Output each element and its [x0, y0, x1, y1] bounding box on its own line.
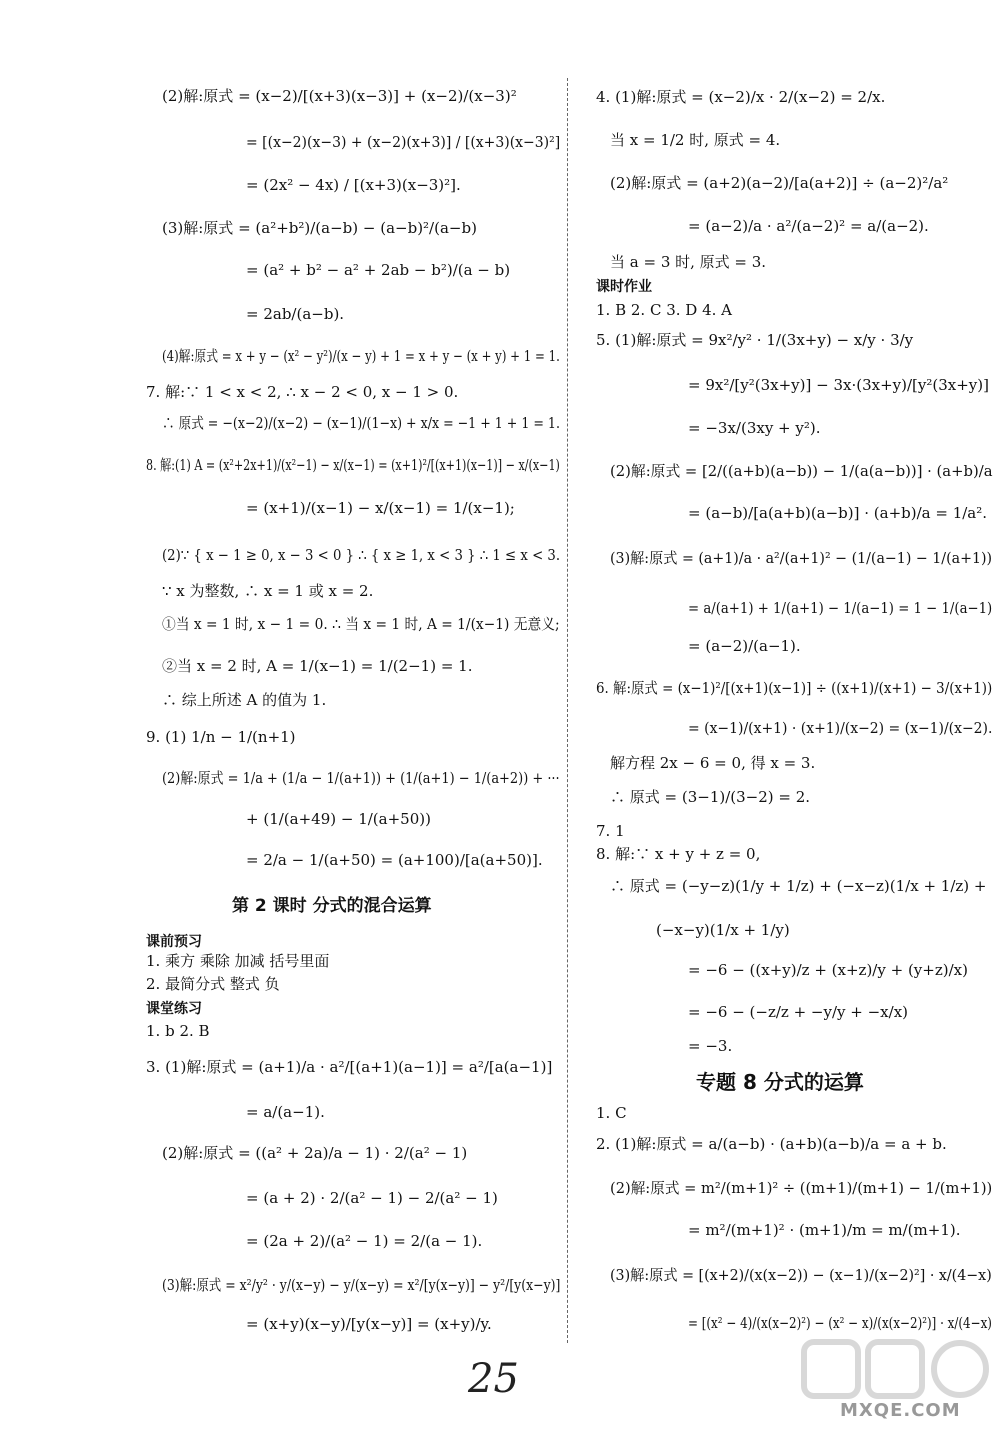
math-line: 7. 1 [596, 822, 625, 840]
math-line: 4. (1)解:原式 = (x−2)/x · 2/(x−2) = 2/x. [596, 88, 886, 106]
math-line: = (a² + b² − a² + 2ab − b²)/(a − b) [246, 261, 511, 279]
math-line: = [(x² − 4)/(x(x−2)²) − (x² − x)/(x(x−2)²)] · x/(4−x) [688, 1314, 992, 1332]
math-line: = 9x²/[y²(3x+y)] − 3x·(3x+y)/[y²(3x+y)] [688, 376, 989, 394]
preview-answer-2: 2. 最简分式 整式 负 [146, 975, 280, 993]
math-line: ∴ 原式 = (−y−z)(1/y + 1/z) + (−x−z)(1/x + 1/z) + [610, 877, 987, 895]
math-line: = (a−2)/(a−1). [688, 637, 801, 655]
math-line: = (a−2)/a · a²/(a−2)² = a/(a−2). [688, 217, 929, 235]
math-line: (3)解:原式 = [(x+2)/(x(x−2)) − (x−1)/(x−2)²] · x/(4−x) [610, 1266, 992, 1284]
math-line: (3)解:原式 = x²/y² · y/(x−y) − y/(x−y) = x²/[y(x−y)] − y²/[y(x−y)] [162, 1276, 561, 1294]
section-homework-label: 课时作业 [596, 279, 652, 295]
topic-heading: 专题 8 分式的运算 [696, 1070, 864, 1094]
page-number: 25 [468, 1356, 519, 1402]
math-line: ②当 x = 2 时, A = 1/(x−1) = 1/(2−1) = 1. [162, 657, 473, 675]
math-line: = a/(a+1) + 1/(a+1) − 1/(a−1) = 1 − 1/(a−1) [688, 599, 993, 617]
math-line: = (2x² − 4x) / [(x+3)(x−3)²]. [246, 176, 461, 194]
math-line: (2)解:原式 = m²/(m+1)² ÷ ((m+1)/(m+1) − 1/(m+1)) [610, 1179, 993, 1197]
lesson-heading: 第 2 课时 分式的混合运算 [232, 896, 432, 916]
math-line: 8. 解:(1) A = (x²+2x+1)/(x²−1) − x/(x−1) = (x+1)²/[(x+1)(x−1)] − x/(x−1) [146, 456, 560, 474]
math-line: 3. (1)解:原式 = (a+1)/a · a²/[(a+1)(a−1)] = a²/[a(a−1)] [146, 1058, 553, 1076]
math-line: = m²/(m+1)² · (m+1)/m = m/(m+1). [688, 1221, 961, 1239]
math-line: (2)解:原式 = [2/((a+b)(a−b)) − 1/(a(a−b))] · (a+b)/a [610, 462, 993, 480]
math-line: = 2/a − 1/(a+50) = (a+100)/[a(a+50)]. [246, 851, 543, 869]
math-line: = (a−b)/[a(a+b)(a−b)] · (a+b)/a = 1/a². [688, 504, 988, 522]
math-line: 1. C [596, 1104, 627, 1122]
math-line: ∴ 原式 = −(x−2)/(x−2) − (x−1)/(1−x) + x/x = −1 + 1 + 1 = 1. [162, 414, 560, 432]
math-line: 当 x = 1/2 时, 原式 = 4. [610, 131, 781, 149]
math-line: = (x+y)(x−y)/[y(x−y)] = (x+y)/y. [246, 1315, 492, 1333]
math-line: (2)解:原式 = 1/a + (1/a − 1/(a+1)) + (1/(a+1) − 1/(a+2)) + ··· [162, 769, 560, 787]
math-line: = −6 − ((x+y)/z + (x+z)/y + (y+z)/x) [688, 961, 968, 979]
section-preview-label: 课前预习 [146, 934, 202, 950]
math-line: = (a + 2) · 2/(a² − 1) − 2/(a² − 1) [246, 1189, 498, 1207]
watermark-text: MXQE.COM [840, 1400, 961, 1421]
math-line: (2)∵ { x − 1 ≥ 0, x − 3 < 0 } ∴ { x ≥ 1, x < 3 } ∴ 1 ≤ x < 3. [162, 546, 561, 564]
math-line: 当 a = 3 时, 原式 = 3. [610, 253, 767, 271]
preview-answer-1: 1. 乘方 乘除 加减 括号里面 [146, 952, 330, 970]
math-line: = −3x/(3xy + y²). [688, 419, 821, 437]
math-line: + (1/(a+49) − 1/(a+50)) [246, 810, 431, 828]
column-divider [567, 78, 568, 1343]
math-line: 5. (1)解:原式 = 9x²/y² · 1/(3x+y) − x/y · 3/y [596, 331, 914, 349]
math-line: = (x+1)/(x−1) − x/(x−1) = 1/(x−1); [246, 499, 515, 517]
math-line: = 2ab/(a−b). [246, 305, 345, 323]
math-line: = a/(a−1). [246, 1103, 325, 1121]
math-line: 1. B 2. C 3. D 4. A [596, 301, 732, 319]
math-line: (3)解:原式 = (a²+b²)/(a−b) − (a−b)²/(a−b) [162, 219, 477, 237]
math-line: (4)解:原式 = x + y − (x² − y²)/(x − y) + 1 = x + y − (x + y) + 1 = 1. [162, 347, 560, 365]
math-line: 9. (1) 1/n − 1/(n+1) [146, 728, 296, 746]
math-line: (2)解:原式 = ((a² + 2a)/a − 1) · 2/(a² − 1) [162, 1144, 468, 1162]
math-line: 解方程 2x − 6 = 0, 得 x = 3. [610, 754, 816, 772]
math-line: (−x−y)(1/x + 1/y) [656, 921, 790, 939]
math-line: = (x−1)/(x+1) · (x+1)/(x−2) = (x−1)/(x−2). [688, 719, 993, 737]
math-line: = −6 − (−z/z + −y/y + −x/x) [688, 1003, 909, 1021]
math-line: = (2a + 2)/(a² − 1) = 2/(a − 1). [246, 1232, 483, 1250]
math-line: (2)解:原式 = (x−2)/[(x+3)(x−3)] + (x−2)/(x−3)² [162, 87, 517, 105]
math-line: (2)解:原式 = (a+2)(a−2)/[a(a+2)] ÷ (a−2)²/a² [610, 174, 949, 192]
math-line: (3)解:原式 = (a+1)/a · a²/(a+1)² − (1/(a−1) − 1/(a+1)) [610, 549, 993, 567]
math-line: ∴ 原式 = (3−1)/(3−2) = 2. [610, 788, 811, 806]
math-line: 2. (1)解:原式 = a/(a−b) · (a+b)(a−b)/a = a + b. [596, 1135, 947, 1153]
math-line: = −3. [688, 1037, 733, 1055]
math-line: 8. 解:∵ x + y + z = 0, [596, 845, 761, 863]
math-line: ∴ 综上所述 A 的值为 1. [162, 691, 327, 709]
math-line: ①当 x = 1 时, x − 1 = 0. ∴ 当 x = 1 时, A = 1/(x−1) 无意义; [162, 615, 560, 633]
math-line: 1. b 2. B [146, 1022, 210, 1040]
math-line: 7. 解:∵ 1 < x < 2, ∴ x − 2 < 0, x − 1 > 0. [146, 383, 459, 401]
math-line: 6. 解:原式 = (x−1)²/[(x+1)(x−1)] ÷ ((x+1)/(x+1) − 3/(x+1)) [596, 679, 993, 697]
section-classwork-label: 课堂练习 [146, 1001, 202, 1017]
math-line: = [(x−2)(x−3) + (x−2)(x+3)] / [(x+3)(x−3)²] [246, 133, 561, 151]
math-line: ∵ x 为整数, ∴ x = 1 或 x = 2. [162, 582, 374, 600]
